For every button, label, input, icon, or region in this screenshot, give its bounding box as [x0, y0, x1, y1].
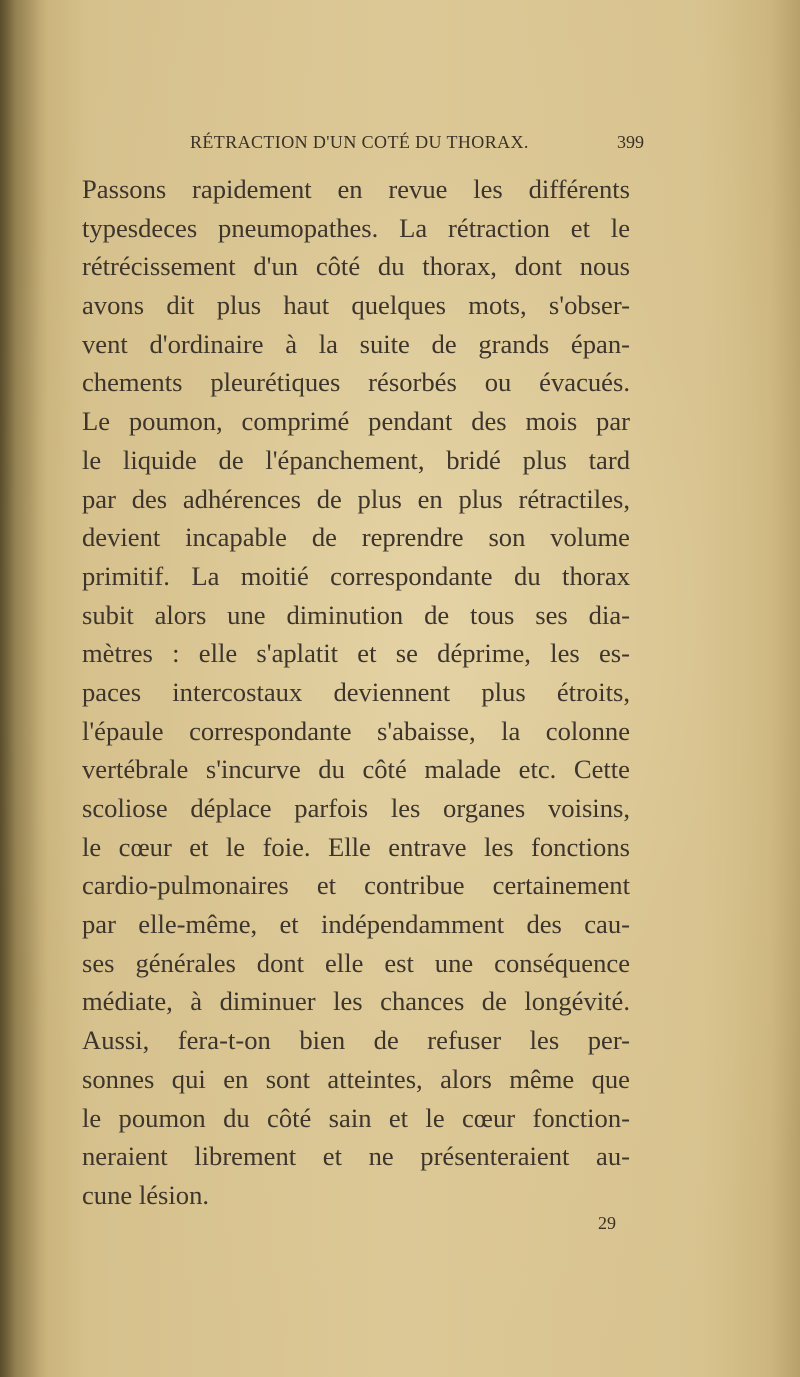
body-paragraph — [82, 170, 630, 1215]
page-number: 399 — [617, 132, 644, 152]
page-binding-shadow — [0, 0, 48, 1377]
text-line: devient incapable de reprendre son volume — [82, 522, 630, 553]
text-line: scoliose déplace parfois les organes voisins, — [82, 793, 630, 823]
text-line: vent d'ordinaire à la suite de grands épan- — [82, 328, 630, 359]
text-line: le poumon du côté sain et le cœur fonction- — [82, 1102, 630, 1133]
text-line: typesdeces pneumopathes. La rétraction et le — [82, 212, 630, 243]
text-line: chements pleurétiques résorbés ou évacués. — [82, 367, 630, 398]
text-line: ses générales dont elle est une conséquence — [82, 947, 630, 978]
text-line: Aussi, fera-t-on bien de refuser les per- — [82, 1025, 630, 1056]
text-line: subit alors une diminution de tous ses dia- — [82, 599, 630, 630]
text-line: rétrécissement d'un côté du thorax, dont nous — [82, 251, 630, 282]
text-line: le liquide de l'épanchement, bridé plus tard — [82, 444, 630, 475]
text-line: neraient librement et ne présenteraient au- — [82, 1141, 630, 1172]
text-line: cune lésion. — [82, 1179, 210, 1210]
text-line: primitif. La moitié correspondante du thorax — [82, 560, 630, 591]
signature-mark: 29 — [598, 1213, 616, 1233]
text-line: le cœur et le foie. Elle entrave les fonctions — [82, 831, 630, 862]
running-title: RÉTRACTION D'UN COTÉ DU THORAX. — [190, 132, 529, 152]
page-header — [150, 132, 650, 160]
text-line: Passons rapidement en revue les différents — [82, 174, 630, 204]
text-line: mètres : elle s'aplatit et se déprime, les es- — [82, 638, 630, 669]
text-line: l'épaule correspondante s'abaisse, la colonne — [82, 715, 630, 746]
text-line: paces intercostaux deviennent plus étroits, — [82, 676, 630, 707]
text-line: sonnes qui en sont atteintes, alors même que — [82, 1063, 630, 1094]
text-line: Le poumon, comprimé pendant des mois par — [82, 406, 630, 437]
text-line: par elle-même, et indépendamment des cau- — [82, 909, 630, 940]
text-line: cardio-pulmonaires et contribue certainement — [82, 870, 630, 901]
text-line: avons dit plus haut quelques mots, s'obser- — [82, 290, 630, 321]
text-line: vertébrale s'incurve du côté malade etc. Cette — [82, 754, 630, 785]
text-line: médiate, à diminuer les chances de longévité. — [82, 986, 630, 1017]
text-line: par des adhérences de plus en plus rétractiles, — [82, 483, 630, 514]
